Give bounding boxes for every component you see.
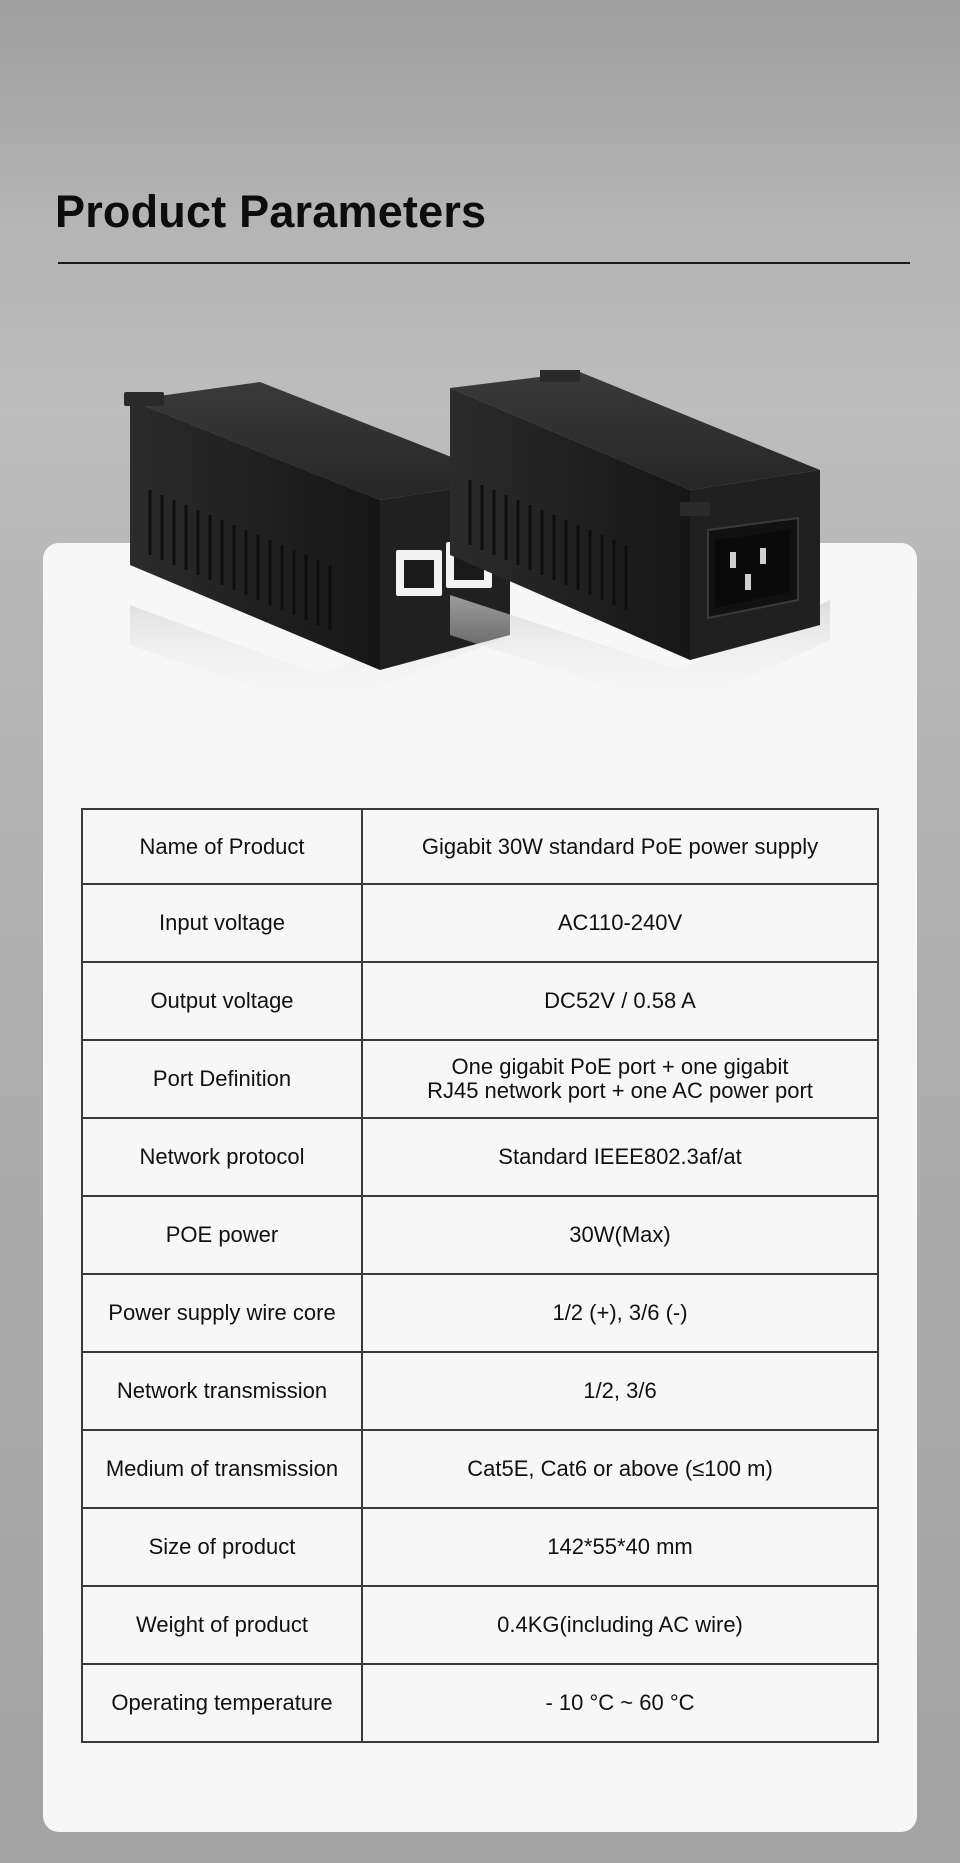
spec-label: Input voltage <box>82 884 362 962</box>
spec-value: 30W(Max) <box>362 1196 878 1274</box>
spec-value: Cat5E, Cat6 or above (≤100 m) <box>362 1430 878 1508</box>
table-row <box>82 1040 878 1118</box>
spec-label: Output voltage <box>82 962 362 1040</box>
spec-label: Medium of transmission <box>82 1430 362 1508</box>
table-row <box>82 1118 878 1196</box>
table-row <box>82 1430 878 1508</box>
table-row <box>82 1508 878 1586</box>
spec-label: Port Definition <box>82 1040 362 1118</box>
spec-value: Standard IEEE802.3af/at <box>362 1118 878 1196</box>
table-row <box>82 1352 878 1430</box>
spec-label: Network protocol <box>82 1118 362 1196</box>
spec-value: 0.4KG(including AC wire) <box>362 1586 878 1664</box>
table-row <box>82 962 878 1040</box>
spec-value: 1/2 (+), 3/6 (-) <box>362 1274 878 1352</box>
table-row <box>82 1274 878 1352</box>
page-title: Product Parameters <box>55 186 487 237</box>
table-row <box>82 1664 878 1742</box>
table-row <box>82 1196 878 1274</box>
spec-value: Gigabit 30W standard PoE power supply <box>362 809 878 884</box>
spec-table <box>81 808 879 1743</box>
table-row <box>82 809 878 884</box>
spec-label: Name of Product <box>82 809 362 884</box>
spec-value: One gigabit PoE port + one gigabit RJ45 network port + one AC power port <box>362 1040 878 1118</box>
table-row <box>82 884 878 962</box>
poe-injector-right-icon <box>450 370 830 710</box>
spec-value: AC110-240V <box>362 884 878 962</box>
spec-label: Power supply wire core <box>82 1274 362 1352</box>
spec-label: Weight of product <box>82 1586 362 1664</box>
spec-label: Size of product <box>82 1508 362 1586</box>
spec-label: Operating temperature <box>82 1664 362 1742</box>
spec-value: 1/2, 3/6 <box>362 1352 878 1430</box>
spec-value: DC52V / 0.58 A <box>362 962 878 1040</box>
product-image <box>100 370 860 760</box>
title-divider <box>58 262 910 264</box>
spec-label: Network transmission <box>82 1352 362 1430</box>
spec-label: POE power <box>82 1196 362 1274</box>
table-row <box>82 1586 878 1664</box>
spec-value: - 10 °C ~ 60 °C <box>362 1664 878 1742</box>
spec-value: 142*55*40 mm <box>362 1508 878 1586</box>
